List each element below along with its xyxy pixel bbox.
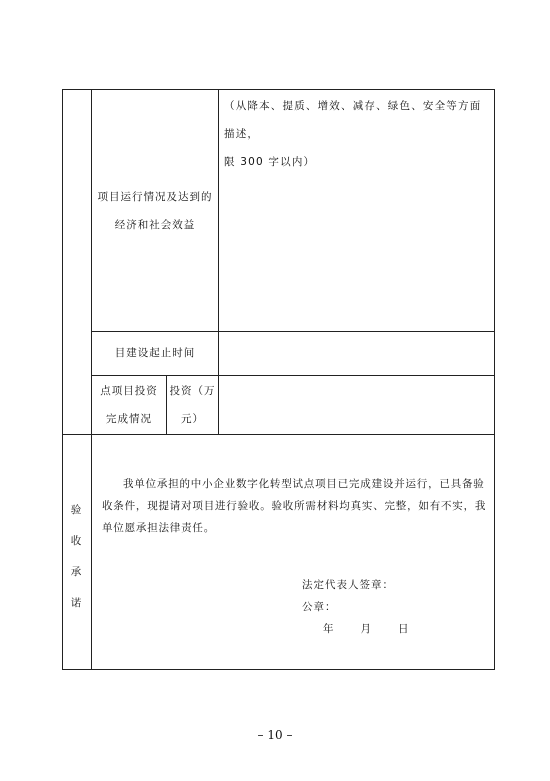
page-number: – 10 –: [257, 728, 293, 742]
table-bottom-border: [62, 669, 494, 670]
row-divider-dates: [91, 375, 494, 376]
table-top-border: [62, 89, 494, 90]
investment-label-line2: 完成情况: [106, 413, 152, 425]
construction-period-label: 目建设起止时间: [114, 347, 196, 359]
investment-amount-label-line2: 元）: [181, 413, 204, 425]
table-left-border: [62, 89, 63, 670]
legal-representative-signature-label: 法定代表人签章：: [302, 579, 394, 591]
acceptance-promise-text: 我单位承担的中小企业数字化转型试点项目已完成建设并运行，已具备验收条件，现提请对项目进行验收。验收所需材料均真实、完整，如有不实，我单位愿承担法律责任。: [102, 478, 487, 534]
acceptance-promise-label: [66, 495, 86, 619]
acceptance-label-char-1: 验: [70, 504, 82, 516]
official-seal-label: 公章：: [302, 601, 337, 613]
date-label: 年 月 日: [323, 623, 410, 635]
acceptance-label-char-3: 承: [70, 566, 82, 578]
acceptance-label-char-4: 诺: [70, 597, 82, 609]
operation-description-line2: 限 300 字以内）: [224, 156, 316, 168]
table-right-border: [494, 89, 495, 670]
investment-label: [93, 377, 165, 433]
column-divider-content: [218, 89, 219, 435]
operation-description-line1: （从降本、提质、增效、减存、绿色、安全等方面描述，: [224, 100, 482, 140]
investment-amount-label: [167, 377, 218, 433]
operation-description: [224, 92, 490, 176]
row-divider-operation: [91, 331, 494, 332]
investment-label-line1: 点项目投资: [100, 385, 158, 397]
operation-label: [93, 183, 217, 239]
operation-label-line1: 项目运行情况及达到的: [97, 191, 213, 203]
operation-label-line2: 经济和社会效益: [114, 219, 196, 231]
acceptance-label-char-2: 收: [70, 535, 82, 547]
investment-amount-label-line1: 投资（万: [169, 385, 216, 397]
row-divider-investment: [62, 434, 494, 435]
column-divider-label: [91, 89, 92, 670]
